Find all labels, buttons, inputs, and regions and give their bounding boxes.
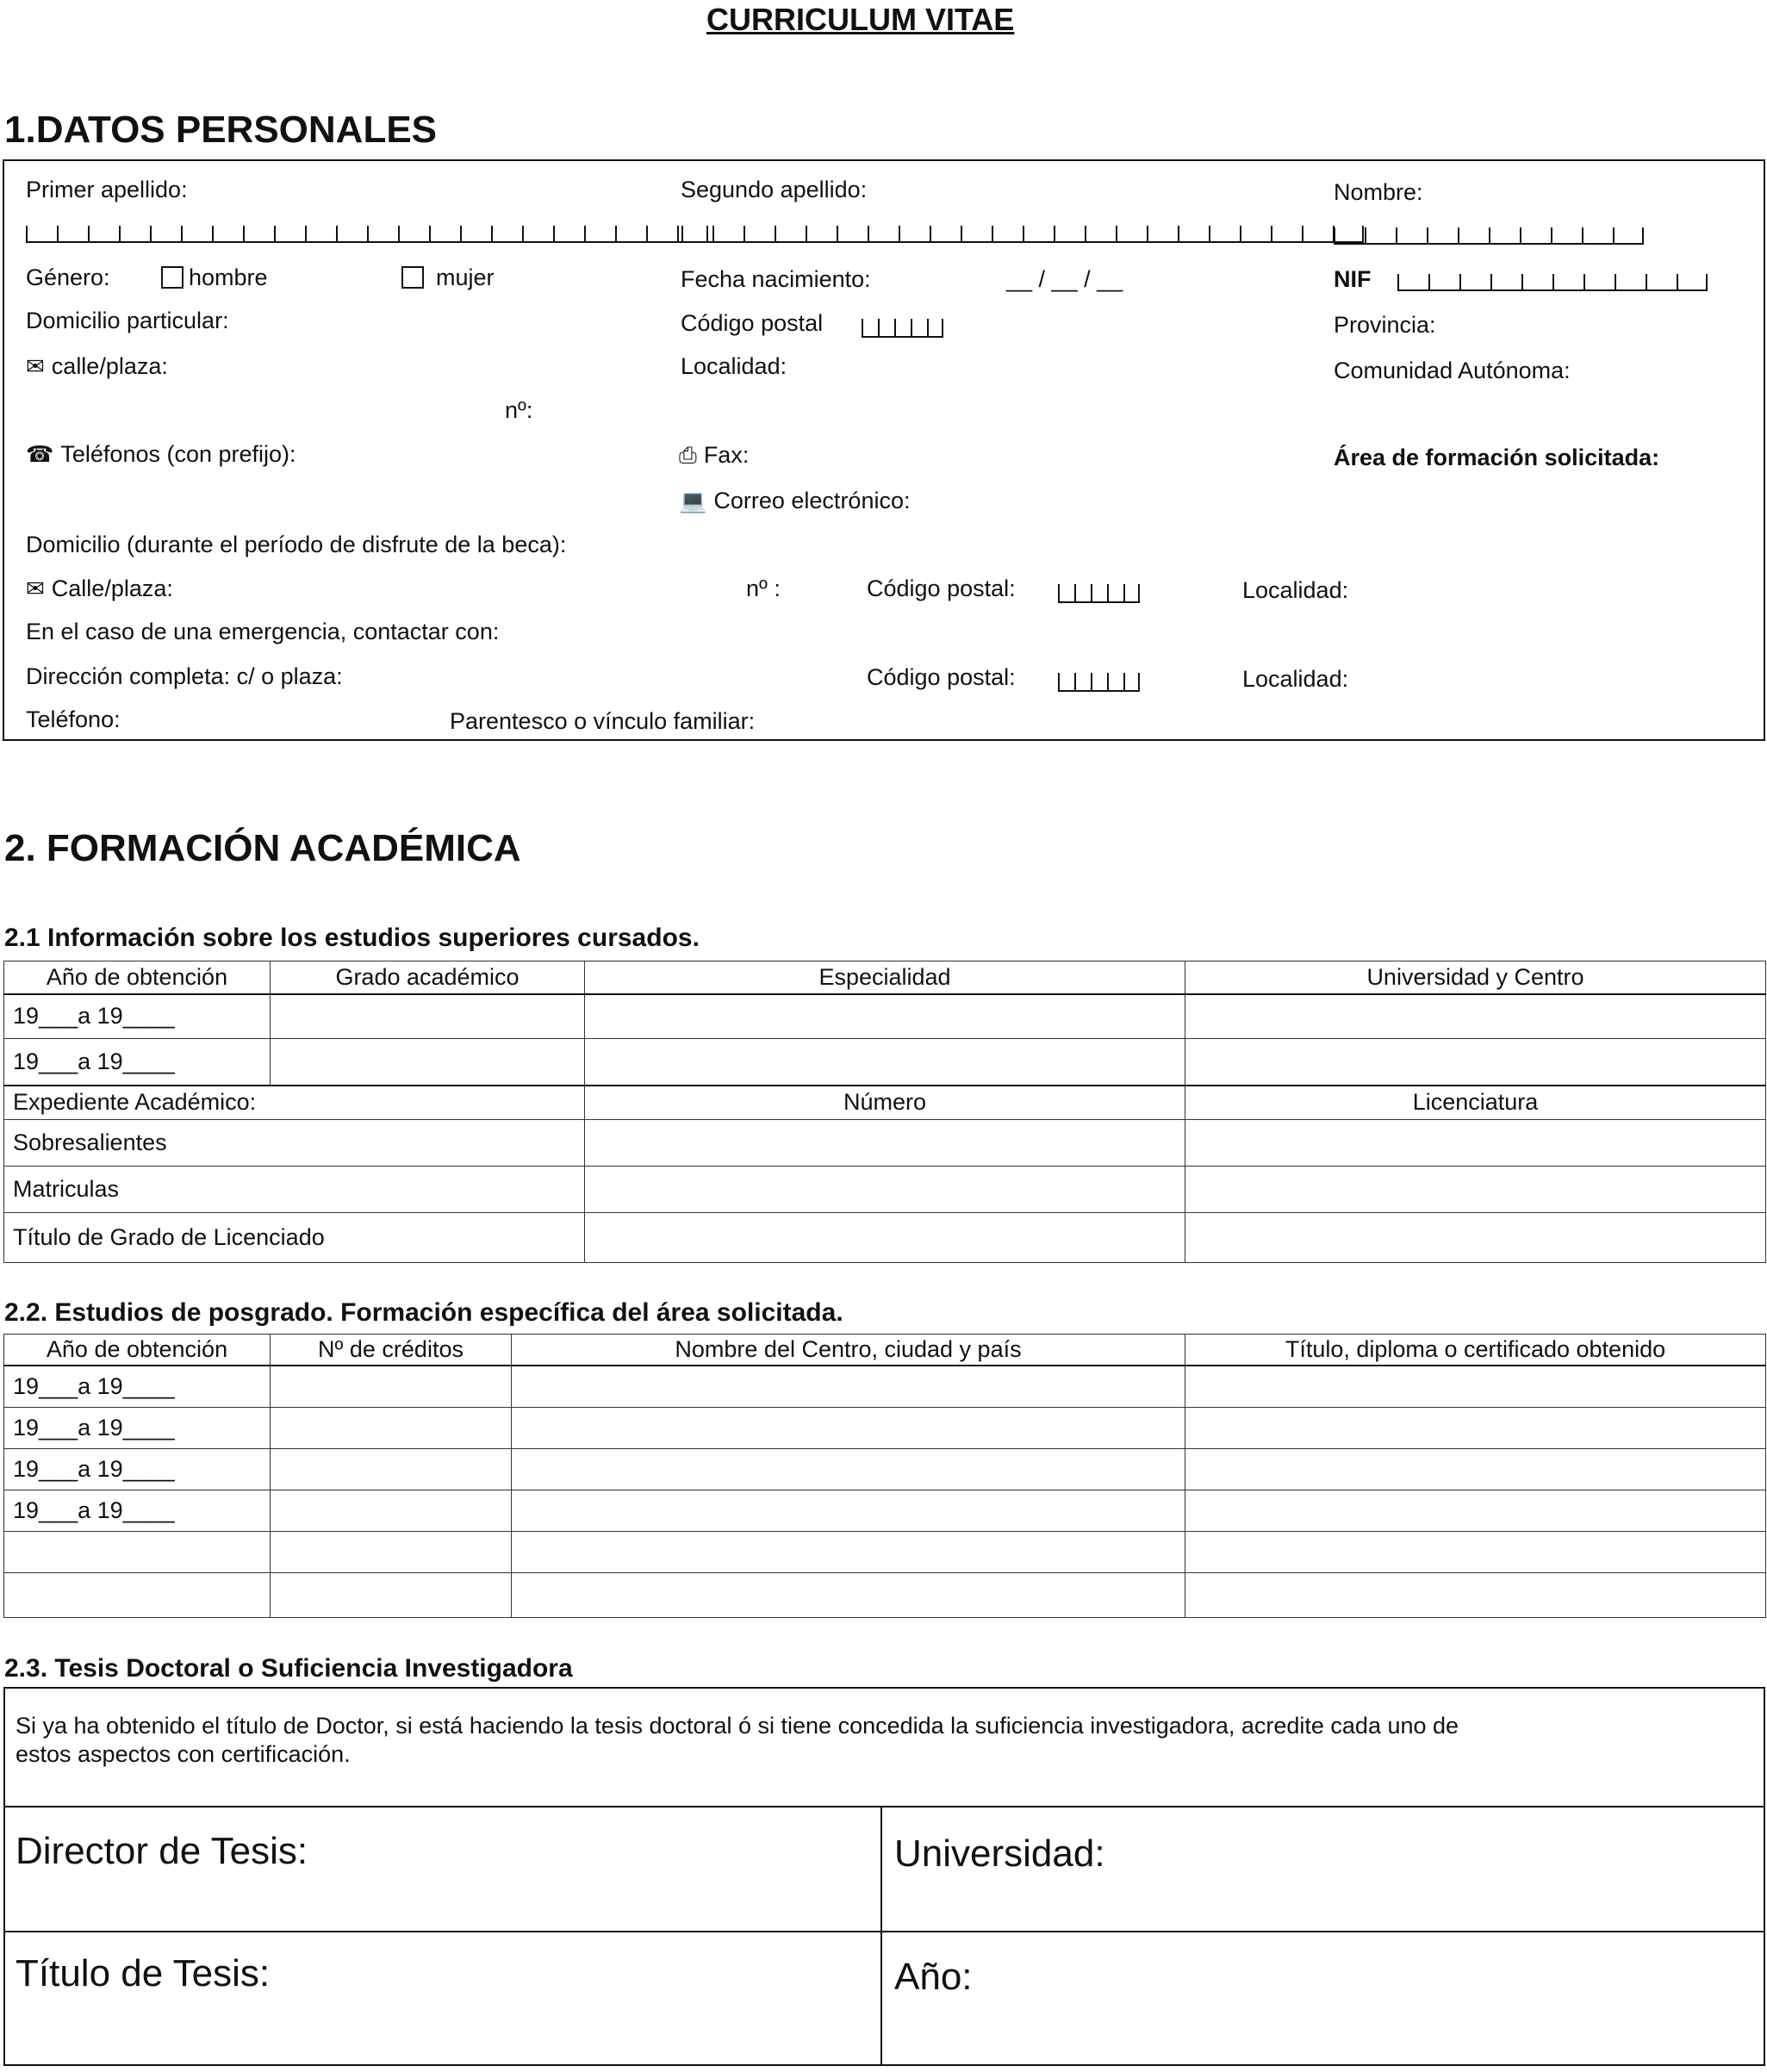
table-row[interactable] <box>4 1572 1766 1617</box>
section-1-heading: 1.DATOS PERSONALES <box>4 109 438 151</box>
subsection-2-2-heading: 2.2. Estudios de posgrado. Formación específica del área solicitada. <box>4 1298 843 1327</box>
localidad-emergencia-label: Localidad: <box>1242 666 1349 692</box>
calle-plaza-row: ✉ calle/plaza: <box>26 353 168 379</box>
hombre-option[interactable]: hombre <box>161 264 268 291</box>
expediente-label: Expediente Académico: <box>4 1086 585 1120</box>
year-cell[interactable]: 19___a 19____ <box>4 994 271 1039</box>
localidad-label: Localidad: <box>681 353 787 379</box>
domicilio-beca-label: Domicilio (durante el período de disfrute de la beca): <box>26 532 567 557</box>
localidad-beca-label: Localidad: <box>1242 577 1349 603</box>
primer-apellido-label: Primer apellido: <box>26 177 188 202</box>
parentesco-label: Parentesco o vínculo familiar: <box>450 708 756 734</box>
segundo-apellido-field[interactable] <box>681 226 1364 243</box>
telefono-label: Teléfono: <box>26 706 121 732</box>
header-anio: Año de obtención <box>4 961 271 994</box>
table-row[interactable] <box>4 1366 1766 1407</box>
table-row[interactable] <box>4 1120 1766 1167</box>
nif-field[interactable] <box>1397 274 1708 291</box>
numero-label: nº: <box>505 397 533 423</box>
universidad-field[interactable]: Universidad: <box>894 1832 1105 1875</box>
telefonos-row: ☎ Teléfonos (con prefijo): <box>26 441 296 467</box>
table-row[interactable] <box>4 1448 1766 1490</box>
emergencia-label: En el caso de una emergencia, contactar con: <box>26 619 500 644</box>
row-label: Sobresalientes <box>4 1120 585 1167</box>
table-row[interactable] <box>4 1407 1766 1448</box>
correo-row: 💻 Correo electrónico: <box>679 488 911 513</box>
nombre-field[interactable] <box>1334 227 1644 245</box>
genero-label: Género: <box>26 264 110 290</box>
year-cell[interactable] <box>4 1531 271 1572</box>
envelope-icon: ✉ <box>26 576 45 601</box>
numero-beca-label: nº : <box>746 576 781 601</box>
year-cell[interactable] <box>4 1572 271 1617</box>
codigo-postal-emergencia-label: Código postal: <box>867 664 1016 690</box>
subsection-2-3-heading: 2.3. Tesis Doctoral o Suficiencia Investigadora <box>4 1654 573 1683</box>
table-row[interactable] <box>4 1039 1766 1086</box>
header-centro: Nombre del Centro, ciudad y país <box>512 1335 1185 1366</box>
checkbox-icon[interactable] <box>161 266 184 289</box>
fax-row: ⎙ Fax: <box>679 442 750 468</box>
document-title: CURRICULUM VITAE <box>706 2 1015 37</box>
codigo-postal-emergencia-field[interactable] <box>1058 673 1140 692</box>
comunidad-label: Comunidad Autónoma: <box>1334 358 1571 383</box>
codigo-postal-field[interactable] <box>862 319 943 338</box>
header-creditos: Nº de créditos <box>271 1335 512 1366</box>
table-posgrado <box>3 1334 1766 1618</box>
year-cell[interactable]: 19___a 19____ <box>4 1490 271 1531</box>
anio-field[interactable]: Año: <box>894 1956 973 1998</box>
segundo-apellido-label: Segundo apellido: <box>681 177 868 202</box>
codigo-postal-beca-field[interactable] <box>1058 584 1140 603</box>
codigo-postal-beca-label: Código postal: <box>867 576 1016 601</box>
domicilio-particular-label: Domicilio particular: <box>26 308 229 333</box>
calle-plaza-beca-row: ✉ Calle/plaza: <box>26 576 173 601</box>
row-label: Título de Grado de Licenciado <box>4 1213 585 1263</box>
header-anio: Año de obtención <box>4 1335 271 1366</box>
divider <box>3 1931 1765 1932</box>
computer-icon: 💻 <box>679 488 707 513</box>
year-cell[interactable]: 19___a 19____ <box>4 1366 271 1407</box>
year-cell[interactable]: 19___a 19____ <box>4 1039 271 1086</box>
titulo-tesis-field[interactable]: Título de Tesis: <box>16 1952 271 1994</box>
subsection-2-1-heading: 2.1 Información sobre los estudios superiores cursados. <box>4 924 700 952</box>
header-titulo: Título, diploma o certificado obtenido <box>1185 1335 1766 1366</box>
header-especialidad: Especialidad <box>585 961 1185 994</box>
tesis-note-line-1: Si ya ha obtenido el título de Doctor, si está haciendo la tesis doctoral ó si tiene concedida la suficiencia investigadora, acredite cada uno de <box>16 1713 1459 1739</box>
divider <box>880 1806 882 2066</box>
checkbox-icon[interactable] <box>401 266 424 289</box>
header-numero: Número <box>585 1086 1185 1120</box>
direccion-label: Dirección completa: c/ o plaza: <box>26 663 343 689</box>
nif-label: NIF <box>1334 266 1372 292</box>
director-tesis-field[interactable]: Director de Tesis: <box>16 1830 308 1872</box>
area-formacion-label: Área de formación solicitada: <box>1334 445 1660 470</box>
year-cell[interactable]: 19___a 19____ <box>4 1448 271 1490</box>
header-universidad: Universidad y Centro <box>1185 961 1766 994</box>
tesis-note-line-2: estos aspectos con certificación. <box>16 1741 351 1767</box>
header-grado: Grado académico <box>271 961 585 994</box>
table-row[interactable] <box>4 994 1766 1039</box>
year-cell[interactable]: 19___a 19____ <box>4 1407 271 1448</box>
row-label: Matriculas <box>4 1167 585 1213</box>
table-row[interactable] <box>4 1167 1766 1213</box>
table-row[interactable] <box>4 1531 1766 1572</box>
primer-apellido-field[interactable] <box>26 226 708 243</box>
fax-icon: ⎙ <box>679 442 697 468</box>
codigo-postal-label: Código postal <box>681 310 824 336</box>
table-row[interactable] <box>4 1490 1766 1531</box>
header-licenciatura: Licenciatura <box>1185 1086 1766 1120</box>
divider <box>3 1806 1765 1808</box>
table-row[interactable] <box>4 1213 1766 1263</box>
mujer-option[interactable]: mujer <box>401 264 495 291</box>
table-estudios-superiores <box>3 961 1766 1263</box>
fecha-nacimiento-field[interactable]: __ / __ / __ <box>1006 266 1123 292</box>
envelope-icon: ✉ <box>26 353 45 379</box>
provincia-label: Provincia: <box>1334 312 1436 338</box>
section-2-heading: 2. FORMACIÓN ACADÉMICA <box>4 827 521 869</box>
nombre-label: Nombre: <box>1334 179 1423 205</box>
phone-icon: ☎ <box>26 441 54 467</box>
fecha-nacimiento-label: Fecha nacimiento: <box>681 266 871 292</box>
